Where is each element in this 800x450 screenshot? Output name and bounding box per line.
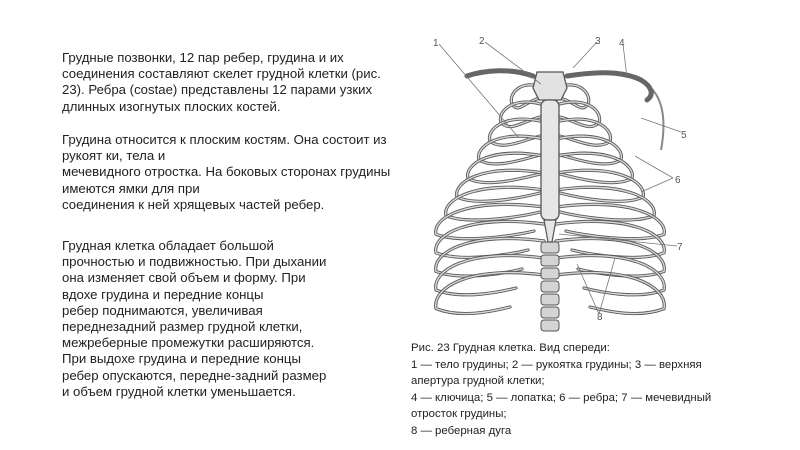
vertebra: [541, 255, 559, 266]
text-line: соединения к ней хрящевых частей ребер.: [62, 196, 325, 212]
rib-cage-drawing: [436, 71, 665, 331]
vertebra: [541, 294, 559, 305]
text-line: рукоят ки, тела и: [62, 148, 166, 164]
sternum-body: [541, 100, 559, 220]
rib-highlight: [489, 119, 544, 145]
caption-line: отросток грудины;: [411, 408, 507, 421]
xiphoid-process: [544, 220, 556, 242]
label-7: 7: [677, 242, 683, 253]
leader-line: [641, 178, 673, 192]
label-1: 1: [433, 38, 439, 49]
breathing-paragraph: [62, 238, 326, 400]
text-line: Грудина относится к плоским костям. Она состоит из: [62, 132, 387, 147]
text-line: ребер опускаются, передне-задний размер: [62, 367, 327, 383]
rib: [556, 119, 611, 145]
text-line: соединения составляют скелет грудной клетки (рис.: [62, 66, 381, 82]
clavicle-left: [467, 71, 533, 76]
leader-line: [599, 258, 615, 314]
label-8: 8: [597, 312, 603, 323]
caption-line: 1 — тело грудины; 2 — рукоятка грудины; 3 — верхняя: [411, 358, 702, 371]
rib-highlight: [556, 119, 611, 145]
vertebra: [541, 268, 559, 279]
caption-line: апертура грудной клетки;: [411, 375, 545, 388]
text-line: мечевидного отростка. На боковых сторонах грудины: [62, 164, 391, 180]
spine-group: [541, 242, 559, 331]
text-line: она изменяет свой объем и форму. При: [62, 270, 306, 286]
text-line: Грудная клетка обладает большой: [62, 238, 274, 253]
text-line: прочностью и подвижностью. При дыхании: [62, 254, 327, 270]
text-line: ребер поднимаются, увеличивая: [62, 302, 263, 318]
vertebra: [541, 281, 559, 292]
text-line: длинных изогнутых плоских костей.: [62, 98, 281, 114]
vertebra: [541, 320, 559, 331]
rib-cage-illustration: [415, 28, 705, 340]
label-5: 5: [681, 130, 687, 141]
label-3: 3: [595, 36, 601, 47]
leader-line: [635, 156, 673, 178]
vertebra: [541, 307, 559, 318]
text-line: Грудные позвонки, 12 пар ребер, грудина и их: [62, 50, 344, 65]
figure-caption: [411, 340, 711, 440]
text-line: межреберные промежутки расширяются.: [62, 335, 315, 351]
label-4: 4: [619, 38, 625, 49]
caption-line: 8 — реберная дуга: [411, 424, 512, 437]
text-line: и объем грудной клетки уменьшается.: [62, 383, 296, 399]
caption-line: Рис. 23 Грудная клетка. Вид спереди:: [411, 342, 610, 354]
vertebra: [541, 242, 559, 253]
leader-line: [641, 118, 681, 132]
text-line: При выдохе грудина и передние концы: [62, 351, 301, 367]
sternum-manubrium: [533, 72, 567, 100]
text-line: 23). Ребра (costae) представлены 12 парами узких: [62, 82, 373, 98]
sternum-paragraph: [62, 132, 390, 213]
text-line: переднезадний размер грудной клетки,: [62, 319, 303, 335]
rib: [489, 119, 544, 145]
caption-line: 4 — ключица; 5 — лопатка; 6 — ребра; 7 — мечевидный: [411, 391, 712, 404]
text-line: имеются ямки для при: [62, 180, 200, 196]
label-2: 2: [479, 36, 485, 47]
label-6: 6: [675, 175, 681, 186]
leader-line: [573, 42, 597, 68]
text-line: вдохе грудина и передние концы: [62, 286, 264, 302]
leader-line: [485, 42, 541, 84]
intro-paragraph: [62, 50, 381, 115]
